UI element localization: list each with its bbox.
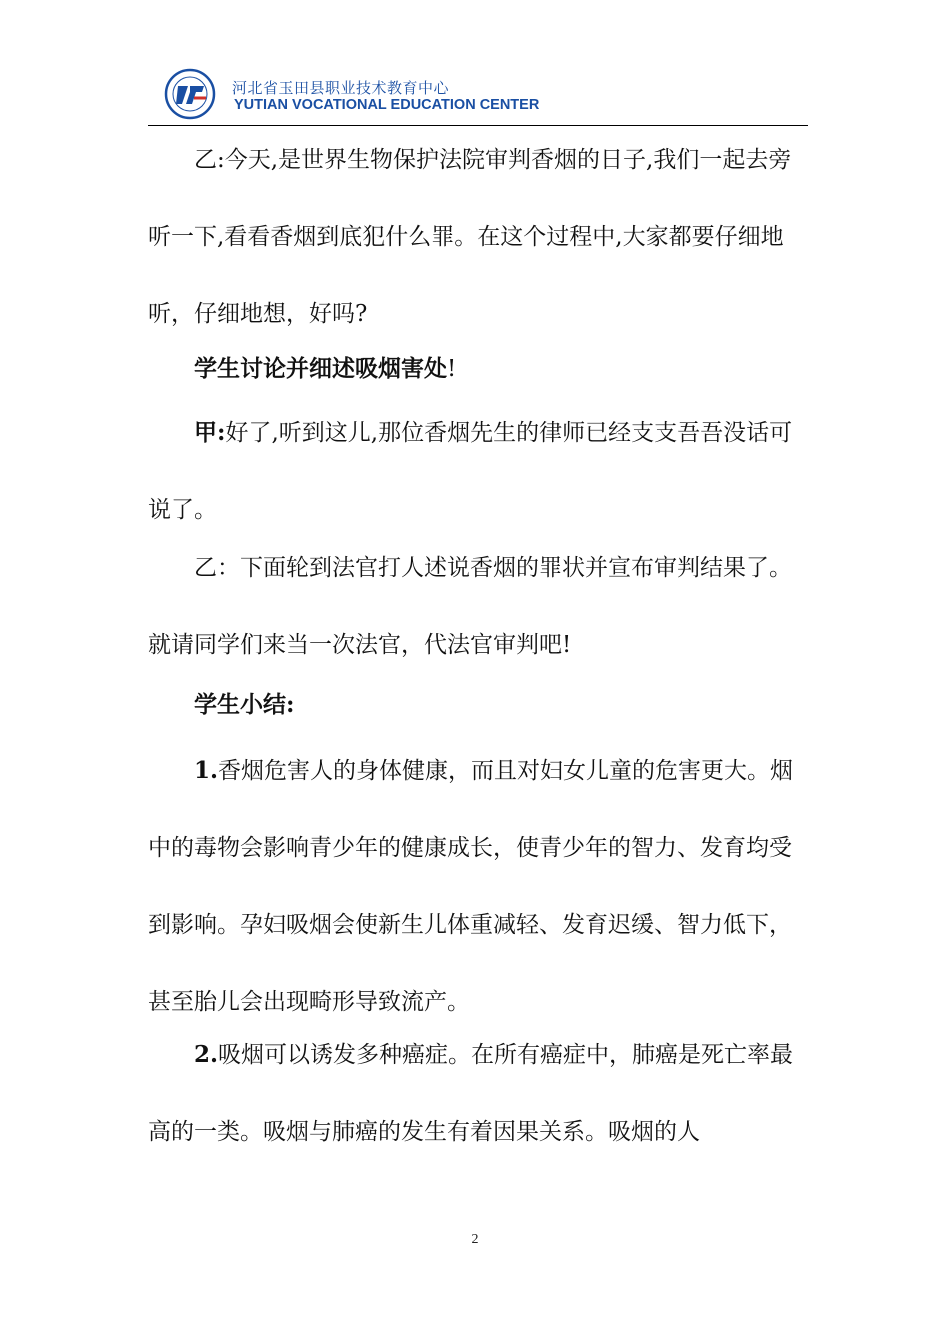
paragraph-7: [148, 1016, 812, 1171]
paragraph-lead: 甲:: [194, 419, 226, 446]
paragraph-3: [148, 394, 812, 549]
paragraph-text: !: [447, 356, 457, 382]
page-number: 2: [471, 1232, 479, 1247]
paragraph-text: 好了,听到这儿,那位香烟先生的律师已经支支吾吾没话可说了。: [148, 420, 793, 523]
paragraph-text: 吸烟可以诱发多种癌症。在所有癌症中，肺癌是死亡率最高的一类。吸烟与肺癌的发生有着因果关系。吸烟的人: [148, 1042, 794, 1145]
paragraph-lead: 学生讨论并细述吸烟害处: [194, 355, 447, 382]
paragraph-text: 乙：下面轮到法官打人述说香烟的罪状并宣布审判结果了。就请同学们来当一次法官，代法官审判吧!: [148, 555, 792, 658]
paragraph-lead: 1.: [194, 757, 219, 784]
org-name-english: YUTIAN VOCATIONAL EDUCATION CENTER: [234, 97, 540, 113]
paragraph-1: [148, 122, 812, 353]
page-header: [148, 64, 808, 128]
paragraph-lead: 2.: [194, 1041, 219, 1068]
paragraph-4: [148, 530, 812, 684]
school-emblem-icon: [164, 68, 216, 120]
paragraph-text: 乙:今天,是世界生物保护法院审判香烟的日子,我们一起去旁听一下,看看香烟到底犯什么罪。在这个过程中,大家都要仔细地听，仔细地想，好吗?: [148, 147, 792, 327]
paragraph-text: 香烟危害人的身体健康，而且对妇女儿童的危害更大。烟中的毒物会影响青少年的健康成长，使青少年的智力、发育均受到影响。孕妇吸烟会使新生儿体重减轻、发育迟缓、智力低下，甚至胎儿会出现畸形导致流产。: [148, 758, 794, 1015]
paragraph-6: [148, 732, 812, 1041]
org-name-chinese: 河北省玉田县职业技术教育中心: [232, 79, 450, 97]
paragraph-lead: 学生小结:: [194, 691, 295, 718]
